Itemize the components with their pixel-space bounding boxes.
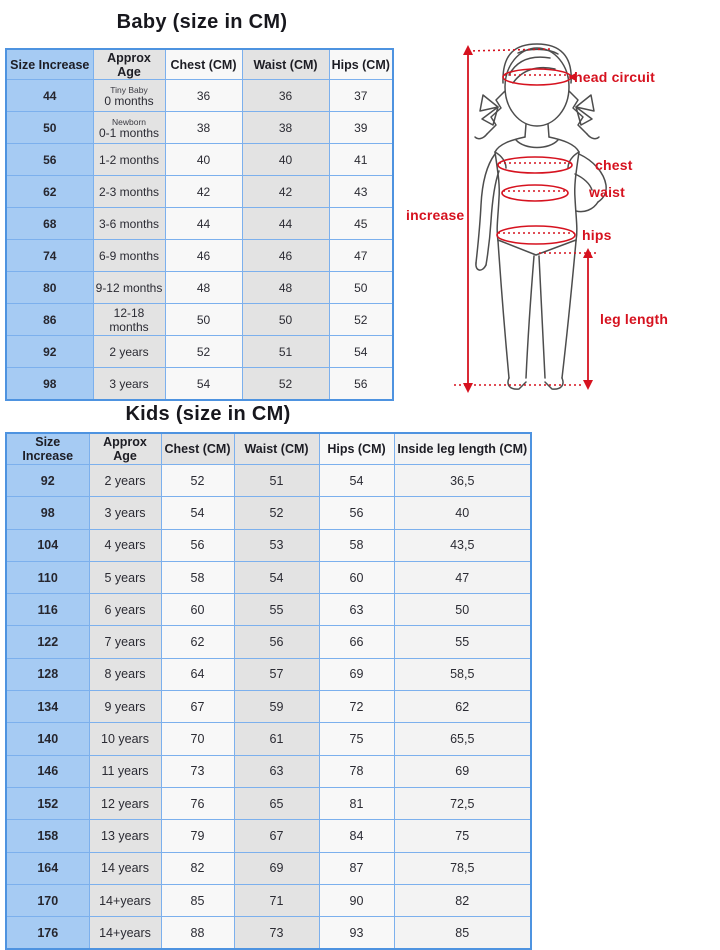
table-cell: 50: [242, 304, 329, 336]
table-cell: 40: [394, 497, 531, 529]
column-header: Size Increase: [6, 433, 89, 465]
column-header: Inside leg length (CM): [394, 433, 531, 465]
table-cell: 170: [6, 884, 89, 916]
table-cell: 55: [234, 594, 319, 626]
table-cell: 51: [242, 336, 329, 368]
table-cell: 146: [6, 755, 89, 787]
hips-label: hips: [582, 227, 612, 243]
table-cell: 36: [242, 80, 329, 112]
table-cell: 54: [319, 465, 394, 497]
table-cell: 75: [319, 723, 394, 755]
table-cell: 2 years: [89, 465, 161, 497]
table-cell: 98: [6, 368, 93, 401]
table-cell: 52: [165, 336, 242, 368]
table-cell: 50: [329, 272, 393, 304]
table-row: [6, 561, 531, 593]
table-cell: 11 years: [89, 755, 161, 787]
table-cell: 46: [165, 240, 242, 272]
table-cell: 58: [319, 529, 394, 561]
table-cell: 158: [6, 820, 89, 852]
table-cell: 44: [165, 208, 242, 240]
table-cell: 85: [161, 884, 234, 916]
table-cell: 52: [234, 497, 319, 529]
column-header: Approx Age: [89, 433, 161, 465]
table-cell: 36,5: [394, 465, 531, 497]
column-header: Chest (CM): [161, 433, 234, 465]
table-cell: 3 years: [93, 368, 165, 401]
table-cell: 60: [319, 561, 394, 593]
table-cell: 69: [319, 658, 394, 690]
table-cell: 69: [234, 852, 319, 884]
head-circuit-label: head circuit: [574, 69, 655, 85]
table-cell: 40: [165, 144, 242, 176]
table-cell: 152: [6, 787, 89, 819]
table-row: [6, 755, 531, 787]
table-cell: 41: [329, 144, 393, 176]
table-cell: 1-2 months: [93, 144, 165, 176]
column-header: Hips (CM): [319, 433, 394, 465]
table-cell: 140: [6, 723, 89, 755]
table-row: [6, 368, 393, 401]
table-cell: 37: [329, 80, 393, 112]
table-cell: 2-3 months: [93, 176, 165, 208]
table-cell: 43: [329, 176, 393, 208]
table-cell: 128: [6, 658, 89, 690]
table-cell: 7 years: [89, 626, 161, 658]
table-cell: 14+years: [89, 917, 161, 950]
table-cell: 134: [6, 691, 89, 723]
table-cell: Newborn 0-1 months: [93, 112, 165, 144]
table-cell: 36: [165, 80, 242, 112]
measurement-figure: [398, 33, 720, 405]
table-cell: 75: [394, 820, 531, 852]
table-cell: 42: [165, 176, 242, 208]
table-cell: 54: [234, 561, 319, 593]
column-header: Chest (CM): [165, 49, 242, 80]
table-cell: 54: [329, 336, 393, 368]
table-cell: 110: [6, 561, 89, 593]
chest-label: chest: [595, 157, 633, 173]
table-cell: 60: [161, 594, 234, 626]
table-cell: 82: [394, 884, 531, 916]
baby-table-title: Baby (size in CM): [116, 11, 288, 33]
table-row: [6, 787, 531, 819]
table-cell: 12-18 months: [93, 304, 165, 336]
table-cell: 74: [6, 240, 93, 272]
table-cell: 54: [161, 497, 234, 529]
table-cell: 78,5: [394, 852, 531, 884]
table-row: [6, 465, 531, 497]
table-cell: 59: [234, 691, 319, 723]
table-row: [6, 723, 531, 755]
table-cell: 58,5: [394, 658, 531, 690]
table-cell: 88: [161, 917, 234, 950]
table-row: [6, 176, 393, 208]
table-cell: 47: [394, 561, 531, 593]
table-cell: 8 years: [89, 658, 161, 690]
table-cell: 86: [6, 304, 93, 336]
table-cell: 72,5: [394, 787, 531, 819]
table-cell: 9 years: [89, 691, 161, 723]
table-cell: 38: [165, 112, 242, 144]
table-cell: 48: [165, 272, 242, 304]
table-cell: 73: [234, 917, 319, 950]
table-cell: 84: [319, 820, 394, 852]
table-row: [6, 658, 531, 690]
table-cell: 14+years: [89, 884, 161, 916]
table-cell: 68: [6, 208, 93, 240]
table-cell: 71: [234, 884, 319, 916]
column-header: Waist (CM): [242, 49, 329, 80]
table-cell: 46: [242, 240, 329, 272]
table-cell: 104: [6, 529, 89, 561]
kids-size-table: [5, 432, 532, 950]
baby-header-row: [6, 49, 393, 80]
table-row: [6, 884, 531, 916]
table-cell: 56: [161, 529, 234, 561]
baby-size-table: [5, 48, 394, 401]
table-row: [6, 80, 393, 112]
table-cell: 56: [6, 144, 93, 176]
column-header: Size Increase: [6, 49, 93, 80]
table-row: [6, 917, 531, 950]
table-row: [6, 144, 393, 176]
table-cell: 42: [242, 176, 329, 208]
table-cell: 79: [161, 820, 234, 852]
table-cell: 54: [165, 368, 242, 401]
table-cell: 56: [319, 497, 394, 529]
table-row: [6, 336, 393, 368]
table-cell: 92: [6, 465, 89, 497]
table-cell: Tiny Baby 0 months: [93, 80, 165, 112]
table-cell: 50: [165, 304, 242, 336]
table-cell: 92: [6, 336, 93, 368]
kids-table-title: Kids (size in CM): [125, 403, 291, 425]
table-row: [6, 497, 531, 529]
table-cell: 55: [394, 626, 531, 658]
table-cell: 62: [394, 691, 531, 723]
table-cell: 70: [161, 723, 234, 755]
column-header: Waist (CM): [234, 433, 319, 465]
table-cell: 76: [161, 787, 234, 819]
table-cell: 44: [242, 208, 329, 240]
kids-header-row: [6, 433, 531, 465]
table-cell: 45: [329, 208, 393, 240]
table-cell: 6-9 months: [93, 240, 165, 272]
column-header: Hips (CM): [329, 49, 393, 80]
table-cell: 58: [161, 561, 234, 593]
table-cell: 87: [319, 852, 394, 884]
table-row: [6, 304, 393, 336]
table-row: [6, 594, 531, 626]
table-cell: 52: [242, 368, 329, 401]
table-row: [6, 112, 393, 144]
table-cell: 98: [6, 497, 89, 529]
table-cell: 44: [6, 80, 93, 112]
table-row: [6, 626, 531, 658]
table-cell: 10 years: [89, 723, 161, 755]
column-header: Approx Age: [93, 49, 165, 80]
table-cell: 50: [6, 112, 93, 144]
table-cell: 50: [394, 594, 531, 626]
table-cell: 63: [234, 755, 319, 787]
table-cell: 4 years: [89, 529, 161, 561]
table-cell: 51: [234, 465, 319, 497]
table-cell: 48: [242, 272, 329, 304]
table-row: [6, 272, 393, 304]
table-cell: 62: [6, 176, 93, 208]
table-cell: 72: [319, 691, 394, 723]
table-cell: 56: [329, 368, 393, 401]
table-cell: 65: [234, 787, 319, 819]
table-cell: 53: [234, 529, 319, 561]
table-cell: 61: [234, 723, 319, 755]
table-cell: 43,5: [394, 529, 531, 561]
table-cell: 73: [161, 755, 234, 787]
table-cell: 3-6 months: [93, 208, 165, 240]
table-cell: 13 years: [89, 820, 161, 852]
table-cell: 39: [329, 112, 393, 144]
table-cell: 116: [6, 594, 89, 626]
table-row: [6, 852, 531, 884]
table-cell: 93: [319, 917, 394, 950]
table-cell: 52: [161, 465, 234, 497]
table-cell: 52: [329, 304, 393, 336]
increase-label: increase: [406, 207, 465, 223]
table-cell: 5 years: [89, 561, 161, 593]
table-row: [6, 820, 531, 852]
table-cell: 67: [161, 691, 234, 723]
table-cell: 81: [319, 787, 394, 819]
table-cell: 176: [6, 917, 89, 950]
table-cell: 3 years: [89, 497, 161, 529]
table-cell: 67: [234, 820, 319, 852]
table-row: [6, 208, 393, 240]
table-cell: 164: [6, 852, 89, 884]
leg-length-label: leg length: [600, 311, 669, 327]
table-cell: 38: [242, 112, 329, 144]
table-row: [6, 240, 393, 272]
table-row: [6, 691, 531, 723]
table-cell: 57: [234, 658, 319, 690]
table-cell: 90: [319, 884, 394, 916]
table-cell: 9-12 months: [93, 272, 165, 304]
waist-label: waist: [589, 184, 626, 200]
table-cell: 12 years: [89, 787, 161, 819]
table-cell: 14 years: [89, 852, 161, 884]
table-row: [6, 529, 531, 561]
table-cell: 64: [161, 658, 234, 690]
table-cell: 47: [329, 240, 393, 272]
table-cell: 122: [6, 626, 89, 658]
table-cell: 6 years: [89, 594, 161, 626]
table-cell: 69: [394, 755, 531, 787]
table-cell: 82: [161, 852, 234, 884]
table-cell: 78: [319, 755, 394, 787]
table-cell: 80: [6, 272, 93, 304]
table-cell: 63: [319, 594, 394, 626]
table-cell: 40: [242, 144, 329, 176]
table-cell: 2 years: [93, 336, 165, 368]
table-cell: 66: [319, 626, 394, 658]
table-cell: 65,5: [394, 723, 531, 755]
table-cell: 85: [394, 917, 531, 950]
table-cell: 62: [161, 626, 234, 658]
table-cell: 56: [234, 626, 319, 658]
